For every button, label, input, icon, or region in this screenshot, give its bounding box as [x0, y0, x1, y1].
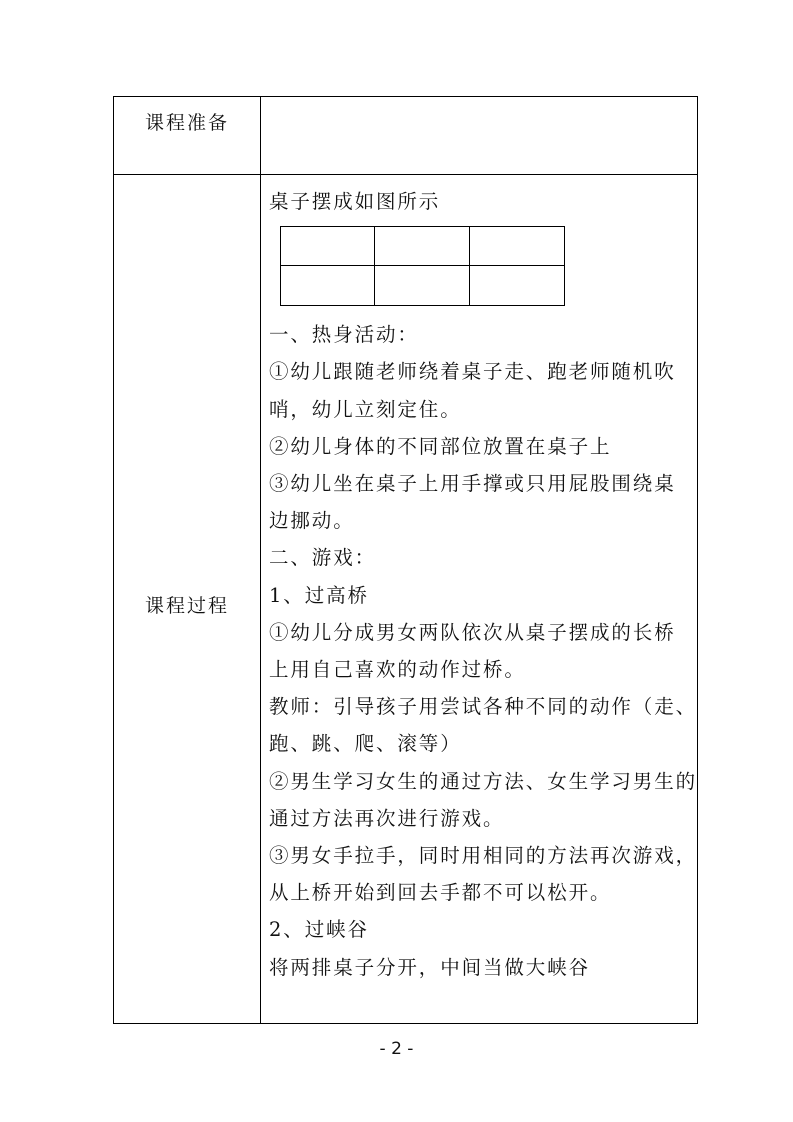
row-label-preparation: 课程准备 [144, 112, 229, 134]
text-line: 跑、跳、爬、滚等） [269, 732, 462, 756]
text-line: 二、游戏： [269, 546, 377, 570]
text-line: 通过方法再次进行游戏。 [269, 806, 505, 830]
desk-cell [470, 266, 564, 305]
text-line: 一、热身活动： [269, 323, 419, 347]
text-line: ②幼儿身体的不同部位放置在桌子上 [269, 434, 612, 458]
desk-cell [281, 266, 375, 305]
text-line: ①幼儿跟随老师绕着桌子走、跑老师随机吹 [269, 360, 676, 384]
text-line: 将两排桌子分开，中间当做大峡谷 [269, 955, 591, 979]
intro-text: 桌子摆成如图所示 [269, 190, 441, 213]
desk-cell [281, 227, 375, 266]
text-line: 上用自己喜欢的动作过桥。 [269, 658, 526, 682]
text-line: ③幼儿坐在桌子上用手撑或只用屁股围绕桌 [269, 472, 676, 496]
text-line: 边挪动。 [269, 509, 355, 533]
text-line: ①幼儿分成男女两队依次从桌子摆成的长桥 [269, 620, 676, 644]
text-line: 教师：引导孩子用尝试各种不同的动作（走、 [269, 695, 698, 719]
process-content [269, 183, 698, 986]
column-divider [260, 97, 261, 1023]
desk-cell [470, 227, 564, 266]
lesson-table [113, 96, 698, 1024]
text-line: ③男女手拉手，同时用相同的方法再次游戏， [269, 844, 698, 868]
row-divider [114, 174, 697, 175]
desk-cell [375, 227, 469, 266]
table-arrangement-diagram [280, 226, 565, 306]
desk-cell [375, 266, 469, 305]
text-line: 哨，幼儿立刻定住。 [269, 397, 462, 421]
page-number: - 2 - [379, 1039, 414, 1059]
text-line: ②男生学习女生的通过方法、女生学习男生的 [269, 769, 698, 793]
row-label-process: 课程过程 [144, 595, 229, 617]
text-line: 1、过高桥 [269, 583, 369, 607]
text-line: 从上桥开始到回去手都不可以松开。 [269, 881, 612, 905]
text-line: 2、过峡谷 [269, 918, 369, 942]
